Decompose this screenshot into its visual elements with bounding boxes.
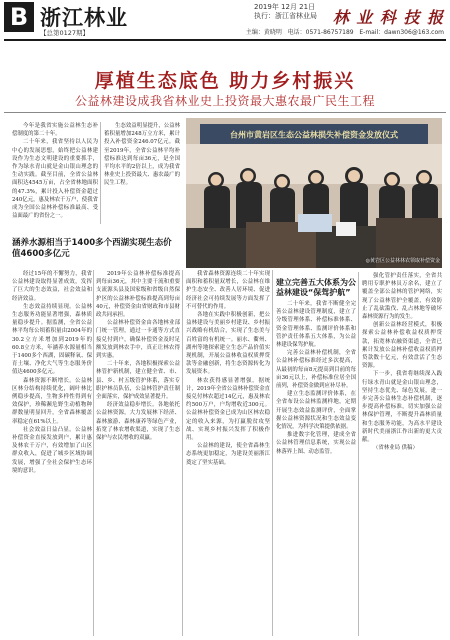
- column-divider: [182, 270, 183, 636]
- paragraph: 公益林的建设，使全省森林生态系统更加稳定，为建设美丽浙江奠定了坚实基础。: [186, 443, 270, 466]
- paragraph: 强化管护责任落实，全省共聘用专职护林员万余名，建立了覆盖全部公益林的管护网络，实现了公益林管护全覆盖，有效防止了乱砍滥伐、乱占林地等破坏森林资源行为的发生。: [362, 273, 442, 321]
- paragraph: 生态效益持续显现。公益林生态服务功能显著增强，森林质量稳步提升。据监测，全省公益林平均每公顷蓄积量由2004年的30.2立方米增加到2019年的60.8立方米，年涵养水源量相当于1400多个西湖，固碳释氧、保育土壤、净化大气等生态服务价值达4600多亿元。: [12, 303, 92, 376]
- photo-banner-text: 台州市黄岩区生态公益林损失补偿资金发放仪式: [230, 130, 398, 140]
- paragraph: 下一步，我省将继续深入践行绿水青山就是金山银山理念，坚持生态优先、绿色发展，进一步完善公益林生态补偿机制，逐步提高补偿标准，切实加强公益林保护管理，不断提升森林质量和生态服务功能，为高水平建设新时代美丽浙江作出新的更大贡献。: [362, 371, 442, 444]
- section-title: 浙江林业: [40, 6, 128, 30]
- paragraph: 二十年来，我省坚持以人民为中心的发展思想，始终把公益林建设作为生态文明建设的重要抓手，作为绿水青山就是金山银山理念的生动实践。截至目前，全省公益林面积达4545万亩，占全省林地面积的47.3%，累计投入补偿资金超过240亿元，惠及林农千万户，使我省成为全国公益林补偿标准最高、受益面最广的省份之一。: [12, 139, 98, 220]
- lede-column-2: [104, 122, 180, 224]
- news-photo: [186, 118, 442, 268]
- issue-line: [40, 28, 99, 37]
- body-column-3: [186, 270, 270, 636]
- subheadline: 公益林建设成我省林业史上投资最大惠农最广民生工程: [74, 94, 375, 108]
- paragraph: 森林资源不断增长。公益林区林分结构持续优化，阔叶林比例稳步提高，生物多样性得到有效保护，珍稀濒危野生动植物种群数量明显回升，全省森林覆盖率稳定在61%以上。: [12, 377, 92, 425]
- paragraph: 推进数字化管理，建成全省公益林管理信息系统，实现公益林落界上图、动态监管。: [276, 432, 356, 455]
- paragraph: 生态效益明显提升，公益林蓄积量增加248万立方米，累计投入补偿资金246.07亿元。截至2019年，全省公益林平均补偿标准达到每亩36元，是全国平均水平的2倍以上，成为我省林业史上投资最大、惠农最广的民生工程。: [104, 123, 180, 187]
- paragraph: 二十年来，各地积极探索公益林管护新机制，建立健全省、市、县、乡、村五级管护体系，落实专职护林员队伍，公益林管护责任制全面落实，保护成效显著提升。: [96, 361, 180, 401]
- body-column-1: [12, 270, 92, 636]
- paragraph: 我省森林资源连续二十年实现面积和蓄积量双增长，公益林在维护生态安全、改善人居环境、促进经济社会可持续发展等方面发挥了不可替代的作用。: [186, 271, 270, 310]
- headline: 厚植生态底色 助力乡村振兴: [94, 70, 356, 92]
- paragraph: 公益林补偿资金由各地林业部门统一管理，通过一卡通等方式直接兑付到户，确保补偿资金及时足额发放到林农手中，真正让林农得到实惠。: [96, 320, 180, 360]
- headline-rule: [4, 112, 446, 113]
- paragraph: 2019年公益林补偿标准提高到每亩36元，其中主要干流和重要支流源头县及国家级和省级自然保护区的公益林补偿标准提高到每亩40元，补偿资金由省财政和市县财政共同承担。: [96, 271, 180, 319]
- paragraph: 今年是我省实施公益林生态补偿制度的第二十年。: [12, 123, 98, 138]
- issue-date: [254, 3, 317, 21]
- masthead-rule: [4, 39, 446, 41]
- column-divider: [100, 122, 101, 224]
- section-heading-water-value: 涵养水源相当于1400多个西湖实现生态价值4600多亿元: [12, 238, 172, 259]
- paragraph: 二十年来，我省不断健全完善公益林建设管理制度，建立了分级管理体系、补偿标准体系、资金管理体系、监测评价体系和管护责任体系五大体系，为公益林建设保驾护航。: [276, 301, 356, 349]
- paragraph: 经过15年的不懈努力，我省公益林建设取得显著成效，发挥了巨大的生态效益，社会效益和经济效益。: [12, 271, 92, 302]
- publisher-line: 执行：浙江省林业局: [254, 12, 317, 20]
- masthead: [0, 0, 450, 40]
- column-divider: [358, 272, 359, 636]
- paragraph: 林农获得感显著增强。据统计，2019年全省公益林补偿资金直接兑付林农超过14亿元，惠及林农约500万户，户均增收近300元。公益林补偿资金已成为山区林农稳定的收入来源，为打赢脱贫攻坚战、实现乡村振兴发挥了积极作用。: [186, 377, 270, 442]
- email: E-mail：dawn306@163.com: [359, 29, 444, 36]
- column-divider: [93, 270, 94, 636]
- section-letter: B: [4, 2, 34, 32]
- paragraph: 完善公益林补偿机制，全省公益林补偿标准经过多次提高，从最初的每亩8元提高到目前的每亩36元以上，补偿标准位居全国前列，补偿资金做到应补尽补。: [276, 350, 356, 390]
- contact-line: [246, 27, 444, 36]
- photo-caption: ◎黄岩区公益林林农领取补偿资金: [365, 258, 440, 264]
- paragraph: 社会效益日益凸显。公益林补偿资金直接发放到户，累计惠及林农千万户，有效增加了山区群众收入，促进了城乡区域协调发展，增强了全社会保护生态环境的意识。: [12, 426, 92, 474]
- issue-number: 【总第0127期】: [40, 29, 90, 37]
- paragraph: 经济效益稳步增长。各地依托公益林资源，大力发展林下经济、森林旅游、森林康养等绿色产业，拓宽了林农增收渠道，实现了生态保护与农民增收的双赢。: [96, 402, 180, 442]
- paragraph: 建立生态监测评价体系，在全省布设公益林监测样地，定期开展生态效益监测评价，全面掌握公益林资源状况和生态效益变化情况，为科学决策提供依据。: [276, 391, 356, 431]
- body-column-2: [96, 270, 180, 636]
- column-divider: [272, 270, 273, 636]
- lede-column: [12, 122, 98, 224]
- editor: 主编：黄晓明: [245, 29, 282, 36]
- telephone: 电话：0571-86757189: [287, 29, 354, 36]
- ceremony-photo: [186, 118, 442, 268]
- paragraph: 各地在实践中积极创新，把公益林建设与美丽乡村建设、乡村振兴战略有机结合，实现了生态美与百姓富的有机统一。丽水、衢州、湖州等地探索建立生态产品价值实现机制，开展公益林收益权质押贷款等金融创新，将生态资源转化为发展资本。: [186, 312, 270, 376]
- body-column-5: [362, 272, 442, 636]
- newspaper-logo: 林 业 科 技 报: [332, 8, 444, 27]
- paragraph: （省林业局 供稿）: [373, 445, 418, 452]
- date-line: 2019年 12月 21日: [254, 3, 316, 11]
- body-column-4: [276, 300, 356, 636]
- section-heading-five-systems: 建立完善五大体系为公益林建设“保驾护航”: [276, 278, 356, 297]
- paragraph: 创新公益林经营模式，积极探索公益林补偿收益权质押贷款，拓宽林农融资渠道，全省已累计发放公益林补偿收益权质押贷款数十亿元，有效盘活了生态资源。: [362, 322, 442, 370]
